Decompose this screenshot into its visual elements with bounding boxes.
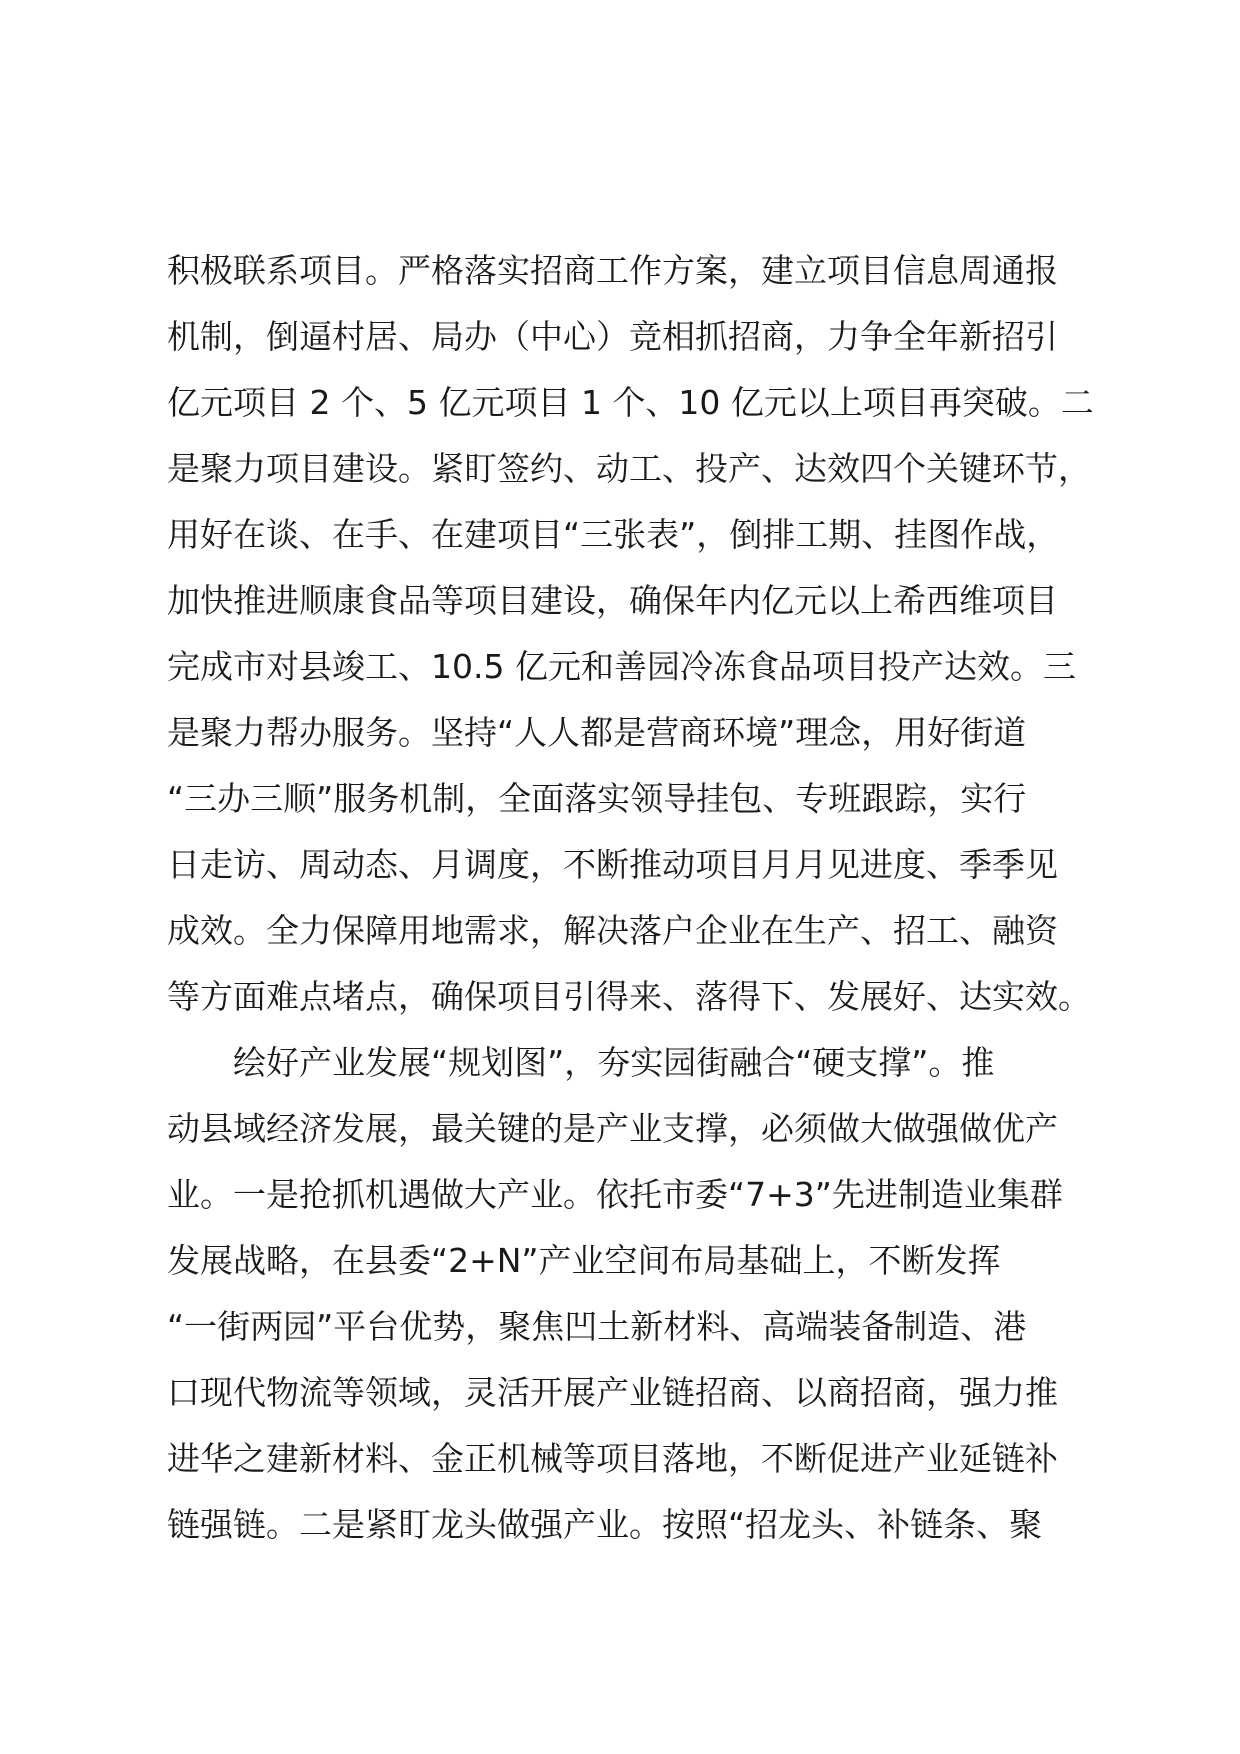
text-line: 日走访、周动态、月调度，不断推动项目月月见进度、季季见 <box>167 845 1058 884</box>
text-line: 积极联系项目。严格落实招商工作方案，建立项目信息周通报 <box>167 251 1058 290</box>
text-line: 进华之建新材料、金正机械等项目落地，不断促进产业延链补 <box>167 1439 1058 1478</box>
document-body <box>167 238 1099 1558</box>
text-line: 加快推进顺康食品等项目建设，确保年内亿元以上希西维项目 <box>167 581 1058 620</box>
text-line: 发展战略，在县委“2+N”产业空间布局基础上，不断发挥 <box>167 1241 1001 1280</box>
text-line: 亿元项目 2 个、5 亿元项目 1 个、10 亿元以上项目再突破。二 <box>167 383 1094 422</box>
text-line: 业。一是抢抓机遇做大产业。依托市委“7+3”先进制造业集群 <box>167 1175 1063 1214</box>
text-line: 成效。全力保障用地需求，解决落户企业在生产、招工、融资 <box>167 911 1058 950</box>
text-line: 等方面难点堵点，确保项目引得来、落得下、发展好、达实效。 <box>167 977 1091 1016</box>
text-line: 链强链。二是紧盯龙头做强产业。按照“招龙头、补链条、聚 <box>167 1505 1043 1544</box>
text-line: 机制，倒逼村居、局办（中心）竞相抓招商，力争全年新招引 <box>167 317 1058 356</box>
paragraph-start-line: 绘好产业发展“规划图”，夯实园街融合“硬支撑”。推 <box>233 1043 995 1082</box>
text-line: “一街两园”平台优势，聚焦凹土新材料、高端装备制造、港 <box>167 1307 1027 1346</box>
text-line: 完成市对县竣工、10.5 亿元和善园冷冻食品项目投产达效。三 <box>167 647 1076 686</box>
text-line: “三办三顺”服务机制，全面落实领导挂包、专班跟踪，实行 <box>167 779 1027 818</box>
text-line: 是聚力项目建设。紧盯签约、动工、投产、达效四个关键环节， <box>167 449 1091 488</box>
text-line: 用好在谈、在手、在建项目“三张表”，倒排工期、挂图作战， <box>167 515 1060 554</box>
text-line: 口现代物流等领域，灵活开展产业链招商、以商招商，强力推 <box>167 1373 1058 1412</box>
text-line: 是聚力帮办服务。坚持“人人都是营商环境”理念，用好街道 <box>167 713 1027 752</box>
text-line: 动县域经济发展，最关键的是产业支撑，必须做大做强做优产 <box>167 1109 1058 1148</box>
